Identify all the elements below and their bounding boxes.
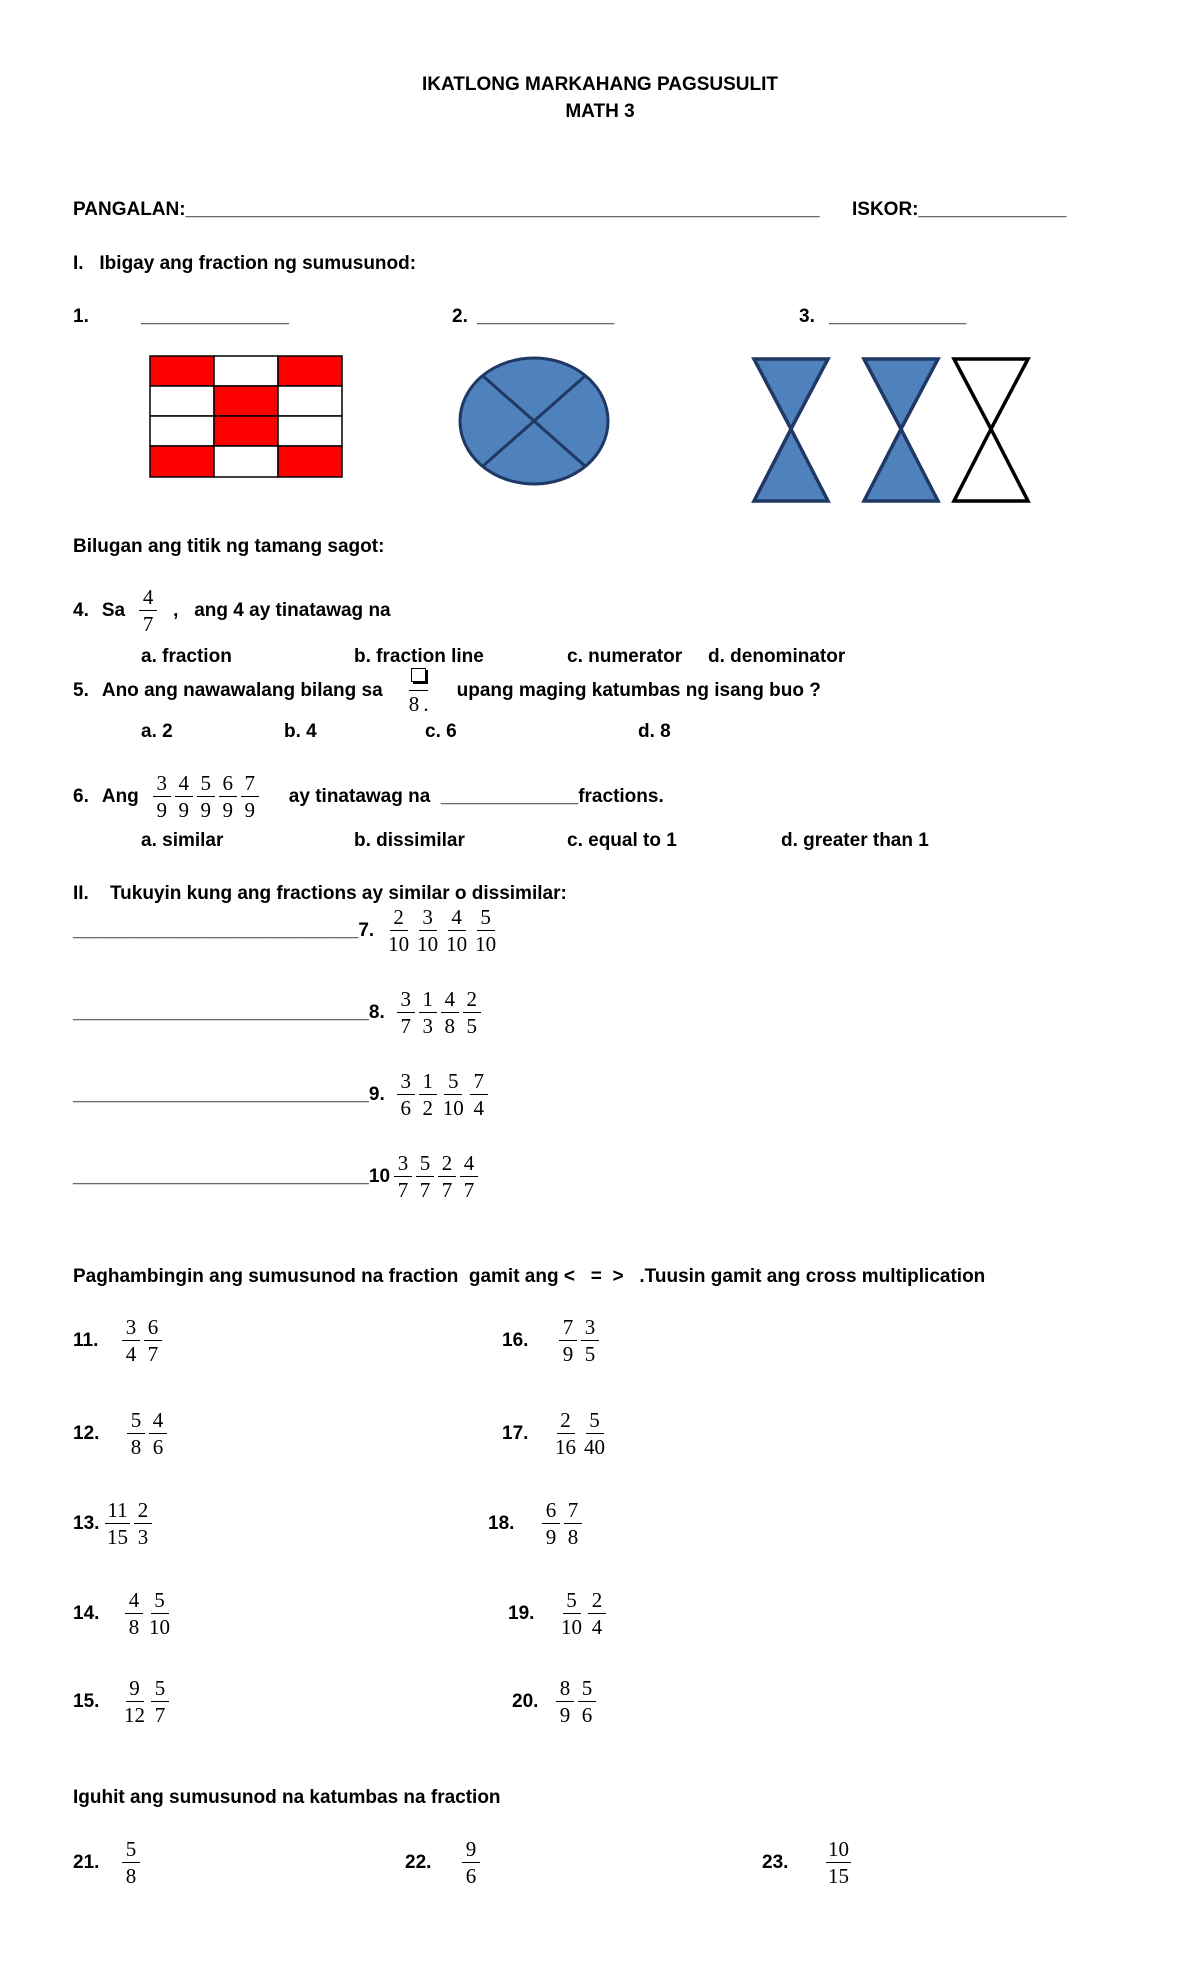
item-number: 11. [73, 1329, 99, 1351]
part1-heading-text: Ibigay ang fraction ng sumusunod: [99, 253, 417, 274]
q5-option-d[interactable]: d. 8 [638, 721, 671, 742]
q6-option-b[interactable]: b. dissimilar [354, 830, 465, 851]
triangle-unshaded [954, 429, 1028, 501]
answer-line[interactable]: ___________________________ [73, 919, 359, 941]
q5-number: 5. [73, 679, 89, 701]
compare-item-18 [488, 1499, 584, 1548]
compare-item-16 [502, 1316, 601, 1365]
fraction: $\frac{3}{5}$ [581, 1316, 599, 1365]
item-number: 7. [358, 919, 375, 941]
fraction-set [392, 1152, 480, 1201]
fraction: $\frac{3}{7}$ [397, 988, 415, 1037]
q6-fraction: $\frac{6}{9}$ [219, 772, 237, 821]
draw-item-23 [762, 1838, 853, 1887]
grid-cell [278, 416, 342, 446]
item-number: 22. [405, 1851, 432, 1873]
item-number: 21. [73, 1851, 100, 1873]
fraction: $\frac{5}{8}$ [127, 1409, 145, 1458]
fraction: $\frac{8}{9}$ [556, 1677, 574, 1726]
item-1-answer-line[interactable]: ______________ [141, 306, 289, 327]
item-number: 14. [73, 1602, 100, 1624]
fraction: $\frac{7}{8}$ [564, 1499, 582, 1548]
fraction: $\frac{2}{7}$ [438, 1152, 456, 1201]
q5-option-b[interactable]: b. 4 [284, 721, 317, 742]
q6-option-d[interactable]: d. greater than 1 [781, 830, 929, 851]
q5-fraction-denominator: 8 . [408, 692, 429, 717]
exam-subject: MATH 3 [565, 101, 635, 122]
item-number: 20. [512, 1690, 539, 1712]
fraction: $\frac{5}{6}$ [578, 1677, 596, 1726]
fraction: $\frac{11}{15}$ [107, 1498, 128, 1550]
q4-option-c[interactable]: c. numerator [567, 646, 683, 667]
fraction: $\frac{3}{7}$ [394, 1152, 412, 1201]
q5-fraction [407, 666, 431, 715]
mc-heading: Bilugan ang titik ng tamang sagot: [73, 536, 385, 557]
part2-heading [73, 883, 567, 905]
q4-fraction-numerator: 4 [139, 586, 157, 611]
fraction: $\frac{2}{5}$ [463, 988, 481, 1037]
q4-fraction-denominator: 7 [142, 612, 154, 637]
q4-prefix: Sa [101, 599, 126, 621]
grid-cell-shaded [150, 356, 214, 386]
item-number: 23. [762, 1851, 789, 1873]
answer-line[interactable]: ____________________________ [73, 1083, 369, 1105]
fraction: $\frac{4}{7}$ [460, 1152, 478, 1201]
q6-fraction: $\frac{7}{9}$ [241, 772, 259, 821]
item-10 [73, 1152, 480, 1201]
circle-figure [456, 355, 612, 487]
q5-suffix: upang maging katumbas ng isang buo ? [456, 679, 821, 701]
fraction: $\frac{2}{16}$ [555, 1408, 576, 1460]
item-number: 16. [502, 1329, 529, 1351]
question-4 [73, 586, 391, 635]
fraction: $\frac{5}{10}$ [475, 905, 497, 957]
fraction: $\frac{9}{12}$ [124, 1676, 145, 1728]
fraction: $\frac{3}{4}$ [122, 1316, 140, 1365]
q5-option-c[interactable]: c. 6 [425, 721, 457, 742]
fraction: $\frac{4}{10}$ [446, 905, 468, 957]
item-number: 15. [73, 1690, 100, 1712]
fraction-set [395, 988, 483, 1037]
fraction: $\frac{7}{9}$ [559, 1316, 577, 1365]
grid-cell-shaded [278, 356, 342, 386]
fraction-set [395, 1070, 490, 1119]
draw-heading: Iguhit ang sumusunod na katumbas na fraction [73, 1787, 501, 1808]
q4-option-d[interactable]: d. denominator [708, 646, 846, 667]
triangle-shaded [754, 429, 828, 501]
fraction: $\frac{3}{6}$ [397, 1070, 415, 1119]
fraction: $\frac{4}{8}$ [441, 988, 459, 1037]
grid-cell [214, 446, 278, 477]
grid-cell-shaded [214, 386, 278, 416]
q5-option-a[interactable]: a. 2 [141, 721, 173, 742]
grid-cell [214, 356, 278, 386]
triangle-shaded [864, 429, 938, 501]
fraction: $\frac{3}{10}$ [417, 905, 439, 957]
triangle-shaded [754, 359, 828, 429]
score-line: ______________ [918, 199, 1067, 220]
item-number: 10 [368, 1165, 391, 1187]
fraction: $\frac{2}{3}$ [134, 1499, 152, 1548]
item-1-number: 1. [73, 306, 89, 327]
compare-item-13 [73, 1499, 154, 1548]
item-2-answer-line[interactable]: _____________ [477, 306, 615, 327]
q6-fraction: $\frac{3}{9}$ [153, 772, 171, 821]
part1-roman: I. [73, 253, 84, 274]
fraction: $\frac{5}{40}$ [584, 1408, 605, 1460]
compare-item-20 [512, 1677, 598, 1726]
part2-roman: II. [73, 883, 89, 904]
item-2-number: 2. [452, 306, 468, 327]
fraction-set [384, 906, 500, 955]
fraction: $\frac{7}{4}$ [470, 1070, 488, 1119]
q4-option-a[interactable]: a. fraction [141, 646, 232, 667]
fraction: $\frac{5}{7}$ [416, 1152, 434, 1201]
fraction: $\frac{1}{2}$ [419, 1070, 437, 1119]
fraction: $\frac{10}{15}$ [828, 1837, 849, 1889]
item-number: 8. [368, 1001, 385, 1023]
answer-line[interactable]: ____________________________ [73, 1165, 369, 1187]
draw-item-22 [405, 1838, 482, 1887]
item-number: 17. [502, 1422, 529, 1444]
compare-item-12 [73, 1409, 169, 1458]
grid-cell [278, 386, 342, 416]
q5-prefix: Ano ang nawawalang bilang sa [101, 679, 383, 701]
name-label: PANGALAN: [73, 199, 186, 220]
item-8 [73, 988, 483, 1037]
compare-heading: Paghambingin ang sumusunod na fraction gamit ang < = > .Tuusin gamit ang cross multiplication [73, 1266, 986, 1287]
q6-number: 6. [73, 785, 89, 807]
fraction: $\frac{5}{8}$ [122, 1838, 140, 1887]
fraction: $\frac{9}{6}$ [462, 1838, 480, 1887]
item-number: 12. [73, 1422, 100, 1444]
item-3-number: 3. [799, 306, 815, 327]
q4-number: 4. [73, 599, 89, 621]
fraction: $\frac{5}{7}$ [151, 1677, 169, 1726]
fraction: $\frac{2}{4}$ [588, 1589, 606, 1638]
score-field[interactable] [852, 199, 1066, 221]
compare-item-14 [73, 1589, 174, 1638]
compare-item-11 [73, 1316, 164, 1365]
part1-heading [73, 253, 416, 275]
fraction: $\frac{5}{10}$ [149, 1588, 170, 1640]
compare-item-19 [508, 1589, 608, 1638]
q4-suffix: , ang 4 ay tinatawag na [173, 599, 391, 621]
grid-figure [149, 355, 345, 480]
q6-suffix: ay tinatawag na _____________fractions. [288, 785, 664, 807]
item-9 [73, 1070, 490, 1119]
compare-item-17 [502, 1409, 609, 1458]
name-line: ____________________________________________________________ [185, 199, 820, 220]
triangle-shaded [864, 359, 938, 429]
answer-line[interactable]: ____________________________ [73, 1001, 369, 1023]
grid-cell [150, 416, 214, 446]
fraction: $\frac{6}{7}$ [144, 1316, 162, 1365]
exam-title: IKATLONG MARKAHANG PAGSUSULIT [421, 74, 779, 95]
q6-fractions [151, 772, 261, 821]
item-number: 19. [508, 1602, 535, 1624]
part2-heading-text: Tukuyin kung ang fractions ay similar o dissimilar: [109, 883, 567, 904]
fraction: $\frac{2}{10}$ [388, 905, 410, 957]
question-5 [73, 666, 821, 715]
q6-prefix: Ang [101, 785, 139, 807]
grid-cell-shaded [214, 416, 278, 446]
box-icon [411, 668, 426, 682]
item-7 [73, 906, 500, 955]
question-6 [73, 772, 664, 821]
triangle-unshaded [954, 359, 1028, 429]
q6-fraction: $\frac{5}{9}$ [197, 772, 215, 821]
hourglass-figure [748, 355, 1034, 507]
grid-cell-shaded [150, 446, 214, 477]
q4-fraction [139, 586, 157, 635]
draw-item-21 [73, 1838, 142, 1887]
name-field[interactable] [73, 199, 820, 221]
q5-missing-numerator [409, 666, 428, 691]
q6-option-c[interactable]: c. equal to 1 [567, 830, 677, 851]
fraction: $\frac{4}{8}$ [125, 1589, 143, 1638]
fraction: $\frac{4}{6}$ [149, 1409, 167, 1458]
score-label: ISKOR: [852, 199, 919, 220]
item-3-answer-line[interactable]: _____________ [829, 306, 967, 327]
fraction: $\frac{5}{10}$ [442, 1069, 464, 1121]
item-number: 9. [368, 1083, 385, 1105]
fraction: $\frac{6}{9}$ [542, 1499, 560, 1548]
compare-item-15 [73, 1677, 171, 1726]
q6-fraction: $\frac{4}{9}$ [175, 772, 193, 821]
grid-cell [150, 386, 214, 416]
q6-option-a[interactable]: a. similar [141, 830, 224, 851]
item-number: 13. [73, 1512, 100, 1534]
fraction: $\frac{1}{3}$ [419, 988, 437, 1037]
item-number: 18. [488, 1512, 515, 1534]
fraction: $\frac{5}{10}$ [561, 1588, 582, 1640]
q4-option-b[interactable]: b. fraction line [354, 646, 484, 667]
grid-cell-shaded [278, 446, 342, 477]
